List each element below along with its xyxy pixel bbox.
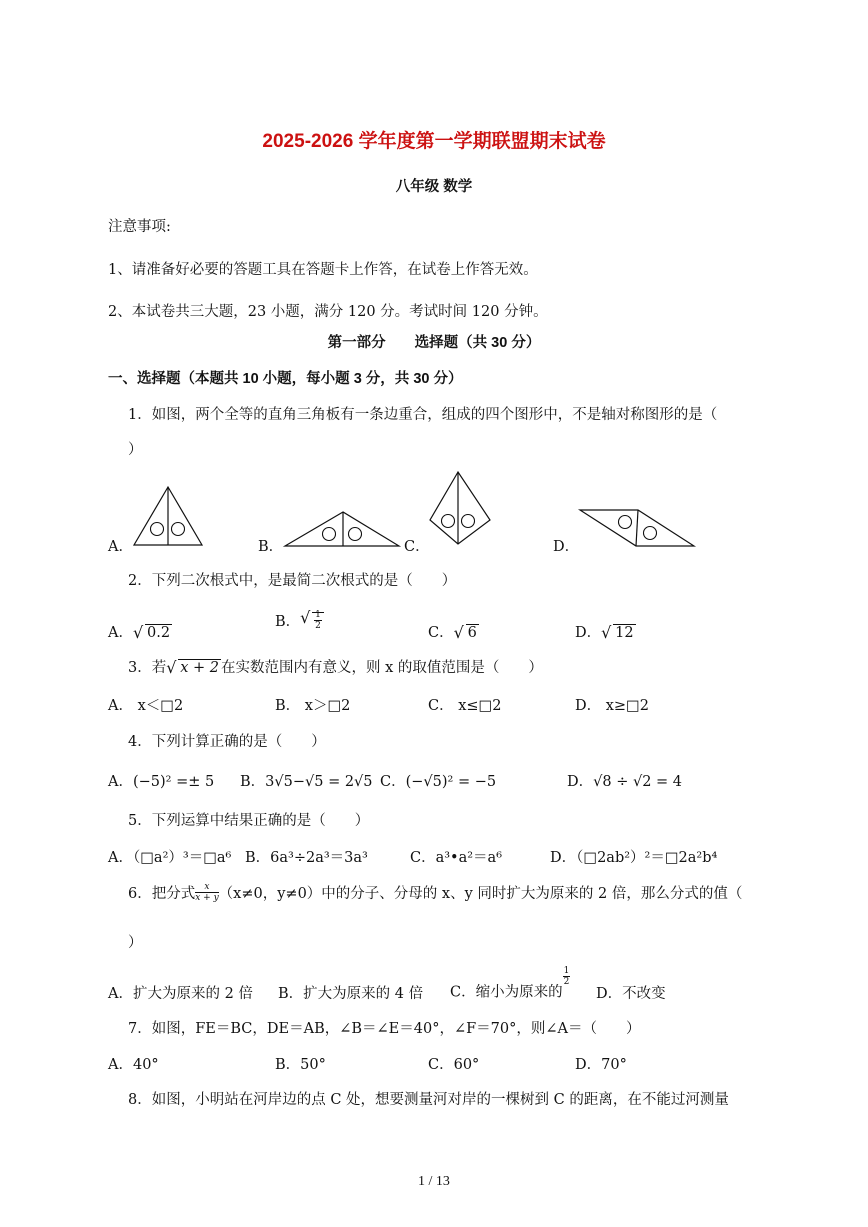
q7-option-c: C．60°: [428, 1057, 480, 1073]
q4-option-d: D．√8 ÷ √2 = 4: [567, 774, 683, 790]
q3-radical: √ x + 2: [166, 660, 221, 676]
q1-figure-c: [428, 470, 494, 546]
q5-stem: 5．下列运算中结果正确的是（ ）: [128, 813, 370, 829]
q2-option-d-label: D．: [575, 625, 602, 641]
q6-stem-tail: ）: [128, 935, 143, 951]
part1-title: 第一部分 选择题（共 30 分）: [327, 335, 541, 351]
q6-option-a: A．扩大为原来的 2 倍: [108, 986, 253, 1002]
q4-option-d-expr: √8 ÷ √2 = 4: [593, 774, 683, 790]
q5-option-c: C．a³•a²＝a⁶: [410, 850, 503, 866]
q4-option-c: C．(−√5)² = −5: [380, 774, 497, 790]
q5-option-b: B．6a³÷2a³＝3a³: [245, 850, 368, 866]
q2-option-b-label: B．: [275, 614, 301, 630]
q6-option-d: D．不改变: [596, 986, 666, 1002]
section-heading: 一、选择题（本题共 10 小题，每小题 3 分，共 30 分）: [108, 371, 463, 387]
q4-stem: 4．下列计算正确的是（ ）: [128, 734, 326, 750]
q5-option-a: A．（□a²）³＝□a⁶: [108, 850, 232, 866]
q1-option-a-label: A．: [108, 539, 133, 555]
q7-option-d: D．70°: [575, 1057, 627, 1073]
q6-option-c-fraction: $\frac{1}{2}$: [563, 966, 570, 987]
q4-option-a-expr: (−5)² =± 5: [132, 774, 215, 790]
q3-stem: 3．若√ x + 2 在实数范围内有意义，则 x 的取值范围是（ ）: [128, 656, 543, 677]
q6-stem: 6．把分式 $\frac{x}{x + y}$ （x≠0，y≠0）中的分子、分母的 x、y 同时扩大为原来的 2 倍，那么分式的值（: [128, 882, 743, 903]
q2-option-c-radical: √ 6: [454, 625, 479, 641]
q3-option-b: B． x＞□2: [275, 698, 351, 714]
q1-option-b-label: B．: [258, 539, 284, 555]
q4-option-c-expr: (−√5)² = −5: [405, 774, 497, 790]
q1-option-d-label: D．: [553, 539, 580, 555]
page-number: 1 / 13: [418, 1174, 450, 1189]
q1-figure-d: [578, 508, 696, 548]
q6-fraction: $\frac{x}{x + y}$: [195, 882, 219, 903]
q2-option-b-radical: √ $\frac{1}{2}$: [300, 610, 324, 631]
q7-stem: 7．如图，FE＝BC，DE＝AB，∠B＝∠E＝40°，∠F＝70°，则∠A＝（ ）: [128, 1021, 641, 1037]
exam-title: 2025-2026 学年度第一学期联盟期末试卷: [262, 131, 606, 152]
q2-option-d-radical: √ 12: [601, 625, 635, 641]
q5-option-d: D．（□2ab²）²＝□2a²b⁴: [550, 850, 718, 866]
q8-stem: 8．如图，小明站在河岸边的点 C 处，想要测量河对岸的一棵树到 C 的距离，在不能过河测量: [128, 1092, 729, 1108]
q7-option-b: B．50°: [275, 1057, 326, 1073]
exam-subtitle: 八年级 数学: [395, 179, 473, 195]
q1-stem-tail: ）: [128, 442, 143, 458]
note-item-1: 1、请准备好必要的答题工具在答题卡上作答，在试卷上作答无效。: [108, 262, 538, 278]
note-item-2: 2、本试卷共三大题，23 小题，满分 120 分。考试时间 120 分钟。: [108, 304, 548, 320]
q7-option-a: A．40°: [108, 1057, 159, 1073]
q4-option-a: A．(−5)² =± 5: [108, 774, 215, 790]
q1-stem: 1．如图，两个全等的直角三角板有一条边重合，组成的四个图形中，不是轴对称图形的是（: [128, 407, 718, 423]
q2-option-d: [575, 621, 636, 642]
q4-option-b: B．3√5−√5 = 2√5: [240, 774, 373, 790]
q4-option-b-expr: 3√5−√5 = 2√5: [265, 774, 373, 790]
notes-heading: 注意事项:: [108, 219, 171, 235]
q1-option-c-label: C．: [404, 539, 430, 555]
q3-option-d: D． x≥□2: [575, 698, 649, 714]
q6-option-c: C．缩小为原来的 $\frac{1}{2}$: [450, 966, 570, 1001]
q6-option-b: B．扩大为原来的 4 倍: [278, 986, 424, 1002]
q1-figure-b: [283, 510, 401, 548]
q2-option-a: [108, 621, 172, 642]
q2-option-c-label: C．: [428, 625, 454, 641]
q1-figure-a: [130, 485, 210, 547]
q3-option-c: C． x≤□2: [428, 698, 502, 714]
q2-option-b: [275, 610, 324, 631]
q2-option-c: [428, 621, 479, 642]
q2-stem: 2．下列二次根式中，是最简二次根式的是（ ）: [128, 573, 457, 589]
q3-option-a: A． x＜□2: [108, 698, 184, 714]
q2-option-a-label: A．: [108, 625, 133, 641]
q2-option-a-radical: √ 0.2: [133, 625, 172, 641]
